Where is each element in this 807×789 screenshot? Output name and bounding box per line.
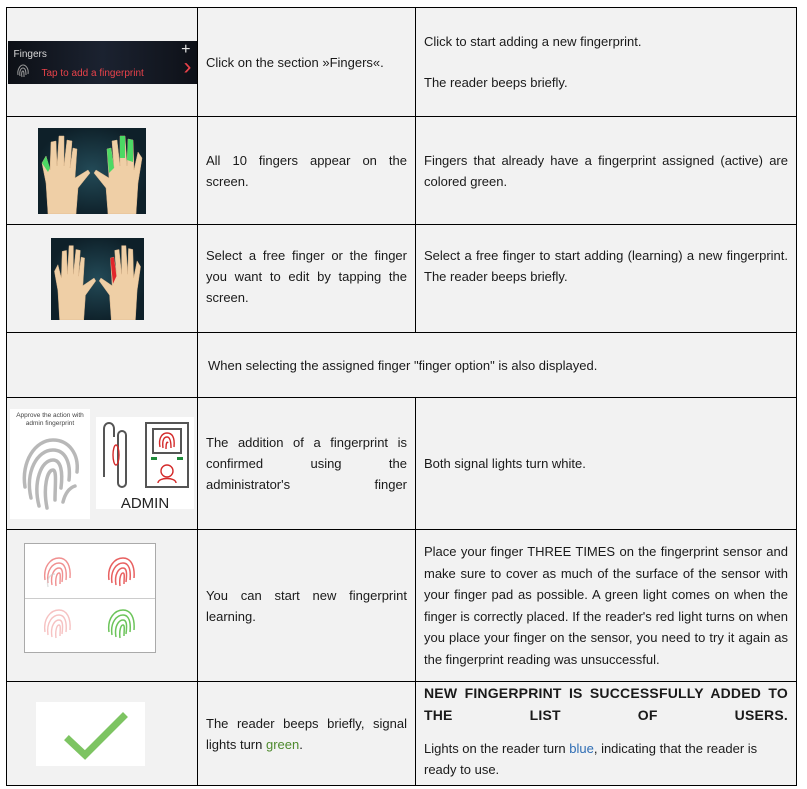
fingerprint-icon: [16, 63, 30, 79]
result-text: Lights on the reader turn blue, indicating that the reader is ready to use.: [424, 741, 758, 777]
instruction-cell: [198, 682, 416, 786]
fingerprint-icon: [17, 432, 83, 512]
admin-label: ADMIN: [120, 494, 170, 512]
result-text: The reader beeps briefly.: [424, 75, 568, 90]
image-cell: [7, 8, 198, 117]
empty-cell: [7, 333, 198, 398]
section-title: Fingers: [13, 48, 47, 60]
checkmark-icon: [36, 702, 145, 766]
chevron-right-icon: ›: [183, 52, 192, 80]
instruction-cell: [198, 225, 416, 333]
note-text: When selecting the assigned finger "finger option" is also displayed.: [208, 357, 598, 373]
table-row: [7, 398, 797, 530]
result-text: Place your finger THREE TIMES on the fingerprint sensor and make sure to cover as much of the surface of the sensor with your finger pad as possible. A green light comes on when the finger is correctly placed. If the reader's red light turns on when you place your finger on the sensor, you need to try it again as the fingerprint reading was unsuccessful.: [424, 544, 788, 667]
hands-icon: [51, 238, 144, 320]
image-cell: [7, 530, 198, 682]
table-row: [7, 8, 797, 117]
instruction-text: The reader beeps briefly, signal lights turn green.: [206, 715, 407, 752]
instruction-text: The addition of a fingerprint is confirmed using the administrator's finger: [206, 435, 407, 492]
hands-icon: [38, 128, 146, 214]
result-cell: [416, 530, 797, 682]
instruction-text: Select a free finger or the finger you want to edit by tapping the screen.: [206, 248, 407, 305]
image-cell: [7, 682, 198, 786]
table-row: [7, 682, 797, 786]
table-row: [7, 117, 797, 225]
table-row: [7, 333, 797, 398]
green-text: green: [265, 736, 300, 752]
approve-caption: Approve the action with admin fingerprint: [16, 411, 84, 427]
instruction-cell: [198, 117, 416, 225]
result-cell: [416, 8, 797, 117]
instruction-cell: [198, 530, 416, 682]
table-row: [7, 530, 797, 682]
reader-device-icon: [96, 417, 194, 489]
image-cell: [7, 117, 198, 225]
admin-reader-panel: [96, 417, 194, 512]
add-fingerprint-label: Tap to add a fingerprint: [41, 67, 144, 79]
blue-text: blue: [569, 741, 594, 756]
result-cell: [416, 682, 797, 786]
table-row: [7, 225, 797, 333]
result-cell: [416, 398, 797, 530]
plus-icon: +: [181, 40, 191, 58]
result-cell: [416, 225, 797, 333]
result-cell: [416, 117, 797, 225]
result-text: Both signal lights turn white.: [424, 456, 586, 471]
instruction-text: You can start new fingerprint learning.: [206, 587, 407, 624]
hands-image-red: [51, 238, 144, 320]
instruction-cell: [198, 398, 416, 530]
image-cell: [7, 225, 198, 333]
result-text: Click to start adding a new fingerprint.: [424, 34, 642, 49]
result-text: Select a free finger to start adding (learning) a new fingerprint. The reader beeps briefly.: [424, 248, 788, 284]
image-cell: [7, 398, 198, 530]
success-checkmark-image: [36, 702, 145, 766]
instruction-text: Click on the section »Fingers«.: [206, 54, 384, 70]
success-heading: NEW FINGERPRINT IS SUCCESSFULLY ADDED TO THE LIST OF USERS.: [424, 685, 788, 723]
result-text: Fingers that already have a fingerprint assigned (active) are colored green.: [424, 152, 788, 189]
fingerprint-progress-grid: [24, 543, 156, 653]
instruction-table: [6, 7, 797, 786]
note-cell: [198, 333, 797, 398]
hands-image-green: [38, 128, 146, 214]
fingers-app-screenshot: [8, 41, 197, 84]
admin-approve-panel: [10, 409, 90, 519]
instruction-text: All 10 fingers appear on the screen.: [206, 152, 407, 189]
instruction-cell: [198, 8, 416, 117]
